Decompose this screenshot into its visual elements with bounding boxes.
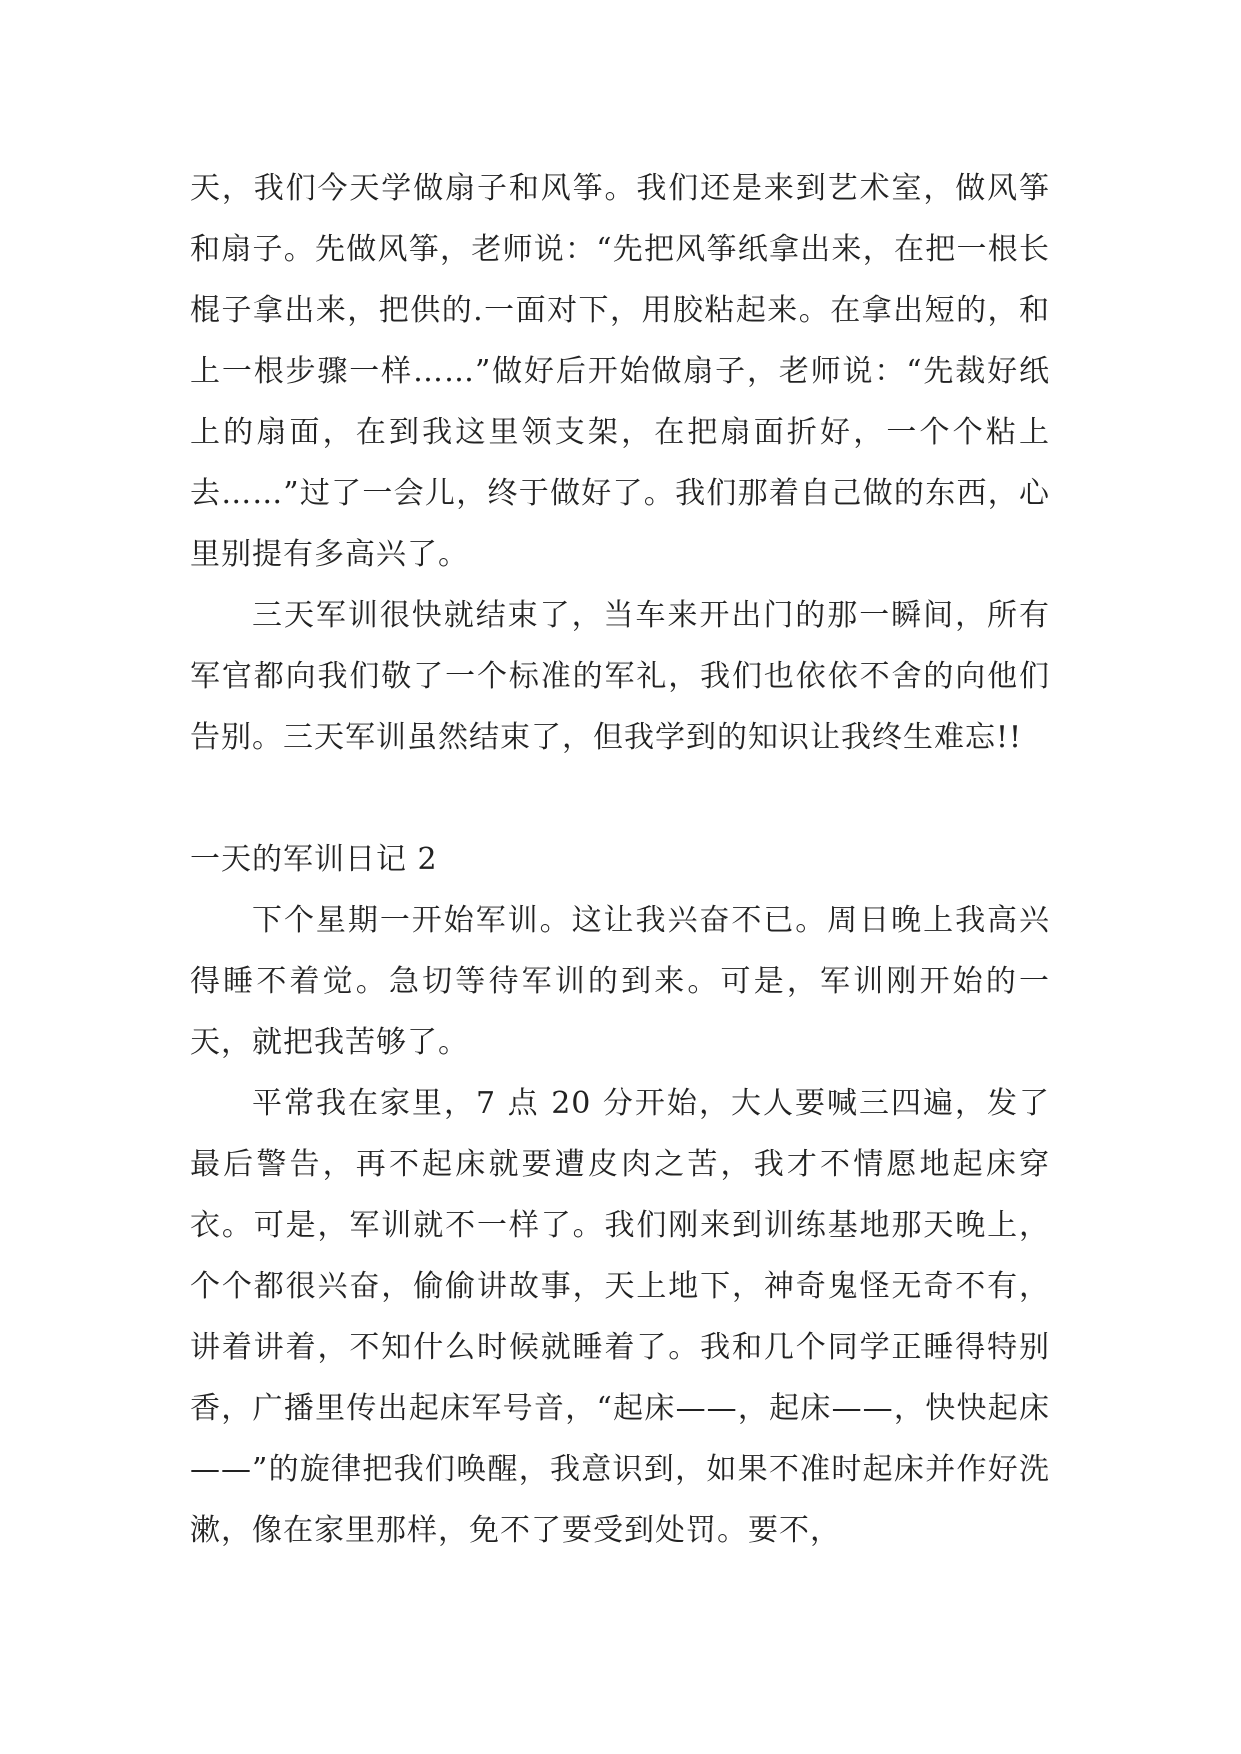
document-body [190, 158, 1050, 1561]
paragraph-morning-wakeup: 平常我在家里，7 点 20 分开始，大人要喊三四遍，发了最后警告，再不起床就要遭皮肉之苦，我才不情愿地起床穿衣。可是，军训就不一样了。我们刚来到训练基地那天晚上，个个都很兴奋，偷偷讲故事，天上地下，神奇鬼怪无奇不有，讲着讲着，不知什么时候就睡着了。我和几个同学正睡得特别香，广播里传出起床军号音，“起床——，起床——，快快起床——”的旋律把我们唤醒，我意识到，如果不准时起床并作好洗漱，像在家里那样，免不了要受到处罚。要不， [190, 1086, 1050, 1548]
paragraph-training-end: 三天军训很快就结束了，当车来开出门的那一瞬间，所有军官都向我们敬了一个标准的军礼，我们也依依不舍的向他们告别。三天军训虽然结束了，但我学到的知识让我终生难忘!! [190, 598, 1050, 755]
paragraph-training-start: 下个星期一开始军训。这让我兴奋不已。周日晚上我高兴得睡不着觉。急切等待军训的到来。可是，军训刚开始的一天，就把我苦够了。 [190, 903, 1050, 1060]
paragraph-fan-kite: 天，我们今天学做扇子和风筝。我们还是来到艺术室，做风筝和扇子。先做风筝，老师说：“先把风筝纸拿出来，在把一根长棍子拿出来，把供的.一面对下，用胶粘起来。在拿出短的，和上一根步骤一样……”做好后开始做扇子，老师说：“先裁好纸上的扇面，在到我这里领支架，在把扇面折好，一个个粘上去……”过了一会儿，终于做好了。我们那着自己做的东西，心里别提有多高兴了。 [190, 171, 1050, 572]
section-title: 一天的军训日记 2 [190, 842, 438, 877]
